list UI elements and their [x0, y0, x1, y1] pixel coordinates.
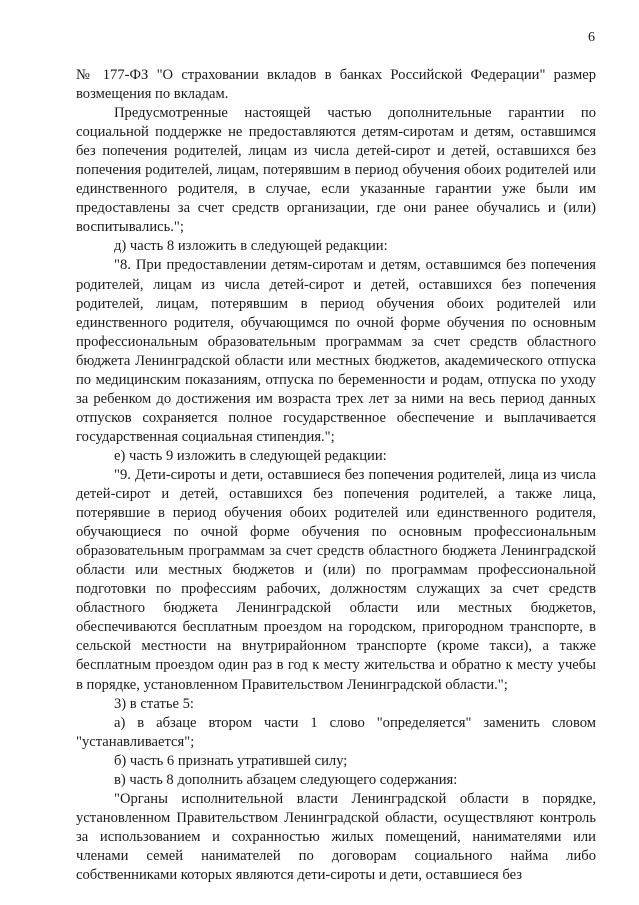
- paragraph-8: а) в абзаце втором части 1 слово "определяется" заменить словом "устанавливается";: [76, 714, 596, 750]
- paragraph-5: е) часть 9 изложить в следующей редакции:: [114, 447, 387, 464]
- paragraph-2: Предусмотренные настоящей частью дополнительные гарантии по социальной поддержке не предоставляются детям-сиротам и детям, оставшимся без попечения родителей, лицам из числа детей-сирот и детей, оставшихся без попечения родителей, лицам, потерявшим в период обучения обоих родителей или единственного родителя, в случае, если указанные гарантии уже были им предоставлены за счет средств организации, где они ранее обучались и (или) воспитывались.";: [76, 105, 596, 236]
- paragraph-6: "9. Дети-сироты и дети, оставшиеся без попечения родителей, лица из числа детей-сирот и детей, оставшихся без попечения родителей, а также лица, потерявшие в период обучения обоих родителей или единственного родителя, обучающиеся по очной форме обучения по основным профессиональным образовательным программам за счет средств областного бюджета Ленинградской области или местных бюджетов и (или) по программам профессиональной подготовки по профессиям рабочих, должностям служащих за счет средств областного бюджета Ленинградской области или местных бюджетов, обеспечиваются бесплатным проездом на городском, пригородном транспорте, в сельской местности на внутрирайонном транспорте (кроме такси), а также бесплатным проездом один раз в год к месту жительства и обратно к месту учебы в порядке, установленном Правительством Ленинградской области.";: [76, 466, 596, 693]
- paragraph-4: "8. При предоставлении детям-сиротам и детям, оставшимся без попечения родителей, лицам из числа детей-сирот и детей, оставшихся без попечения родителей, лицам, потерявшим в период обучения обоих родителей или единственного родителя, обучающимся по очной форме обучения по основным профессиональным образовательным программам за счет средств областного бюджета Ленинградской области или местных бюджетов, академического отпуска по медицинским показаниям, отпуска по беременности и родам, отпуска по уходу за ребенком до достижения им возраста трех лет за ними на весь период данных отпусков сохраняется полное государственное обеспечение и выплачивается государственная социальная стипендия.";: [76, 257, 596, 445]
- paragraph-7: 3) в статье 5:: [114, 695, 194, 712]
- document-body: [76, 66, 596, 885]
- paragraph-1: № 177-ФЗ "О страховании вкладов в банках Российской Федерации" размер возмещения по вкладам.: [76, 67, 596, 103]
- paragraph-11: "Органы исполнительной власти Ленинградской области в порядке, установленном Правительством Ленинградской области, осуществляют контроль за использованием и сохранностью жилых помещений, нанимателями или членами семей нанимателей по договорам социального найма либо собственниками которых являются дети-сироты и дети, оставшиеся без: [76, 790, 596, 883]
- paragraph-9: б) часть 6 признать утратившей силу;: [114, 752, 348, 769]
- page-number: 6: [588, 30, 595, 45]
- paragraph-10: в) часть 8 дополнить абзацем следующего содержания:: [114, 771, 458, 788]
- paragraph-3: д) часть 8 изложить в следующей редакции:: [114, 238, 388, 255]
